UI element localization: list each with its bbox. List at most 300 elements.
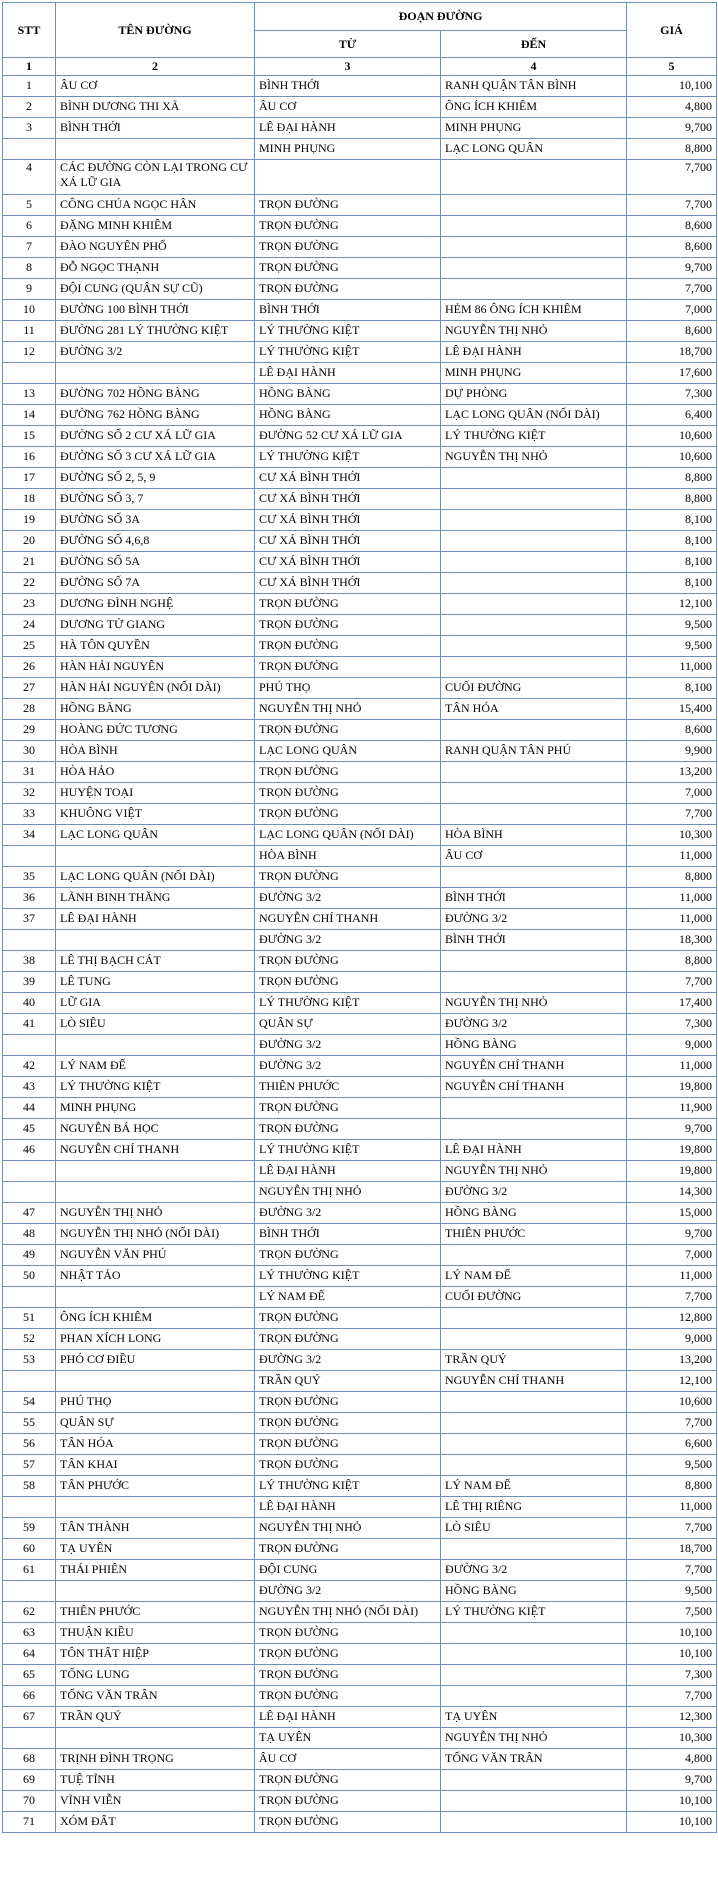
cell-tu: HỒNG BÀNG	[255, 405, 441, 426]
cell-ten-duong: LÊ ĐẠI HÀNH	[56, 909, 255, 930]
cell-ten-duong: ĐƯỜNG SỐ 5A	[56, 552, 255, 573]
cell-den	[441, 258, 627, 279]
cell-den: DỰ PHÒNG	[441, 384, 627, 405]
cell-den: BÌNH THỚI	[441, 888, 627, 909]
cell-tu: ĐƯỜNG 3/2	[255, 1581, 441, 1602]
cell-ten-duong: NGUYỄN CHÍ THANH	[56, 1140, 255, 1161]
table-row	[3, 1791, 717, 1812]
table-row	[3, 1371, 717, 1392]
cell-ten-duong	[56, 363, 255, 384]
cell-stt: 52	[3, 1329, 56, 1350]
cell-den	[441, 1308, 627, 1329]
cell-tu: ĐƯỜNG 3/2	[255, 888, 441, 909]
cell-stt: 11	[3, 321, 56, 342]
cell-ten-duong: TÂN KHAI	[56, 1455, 255, 1476]
cell-stt: 5	[3, 195, 56, 216]
cell-den	[441, 720, 627, 741]
cell-tu: LÝ THƯỜNG KIỆT	[255, 447, 441, 468]
table-row	[3, 1203, 717, 1224]
cell-stt: 35	[3, 867, 56, 888]
cell-den: MINH PHỤNG	[441, 118, 627, 139]
table-row	[3, 951, 717, 972]
cell-den	[441, 1413, 627, 1434]
cell-den	[441, 1791, 627, 1812]
table-row	[3, 1644, 717, 1665]
cell-stt: 20	[3, 531, 56, 552]
cell-tu: LÝ THƯỜNG KIỆT	[255, 1476, 441, 1497]
cell-stt: 67	[3, 1707, 56, 1728]
cell-stt: 50	[3, 1266, 56, 1287]
table-row	[3, 447, 717, 468]
cell-gia: 10,600	[627, 1392, 717, 1413]
cell-gia: 9,500	[627, 1581, 717, 1602]
cell-den: TỐNG VĂN TRÂN	[441, 1749, 627, 1770]
table-row	[3, 993, 717, 1014]
cell-den	[441, 1245, 627, 1266]
cell-gia: 7,000	[627, 1245, 717, 1266]
cell-ten-duong: ĐƯỜNG SỐ 3 CƯ XÁ LỮ GIA	[56, 447, 255, 468]
cell-den: HẺM 86 ÔNG ÍCH KHIÊM	[441, 300, 627, 321]
cell-tu: TRỌN ĐƯỜNG	[255, 1245, 441, 1266]
cell-gia: 8,100	[627, 510, 717, 531]
cell-gia: 7,700	[627, 1518, 717, 1539]
cell-stt: 44	[3, 1098, 56, 1119]
table-row	[3, 1560, 717, 1581]
cell-gia: 18,700	[627, 342, 717, 363]
cell-den	[441, 216, 627, 237]
table-row	[3, 1686, 717, 1707]
cell-gia: 7,700	[627, 195, 717, 216]
cell-tu: TRỌN ĐƯỜNG	[255, 279, 441, 300]
cell-tu: TRỌN ĐƯỜNG	[255, 720, 441, 741]
cell-gia: 10,100	[627, 1791, 717, 1812]
cell-tu: ĐƯỜNG 3/2	[255, 1056, 441, 1077]
cell-gia: 8,800	[627, 489, 717, 510]
cell-stt	[3, 1182, 56, 1203]
cell-tu: THIÊN PHƯỚC	[255, 1077, 441, 1098]
cell-den: LÝ THƯỜNG KIỆT	[441, 426, 627, 447]
cell-gia: 8,100	[627, 552, 717, 573]
cell-stt: 65	[3, 1665, 56, 1686]
cell-gia: 9,700	[627, 1119, 717, 1140]
cell-gia: 9,900	[627, 741, 717, 762]
cell-den	[441, 1455, 627, 1476]
cell-den: NGUYỄN CHÍ THANH	[441, 1371, 627, 1392]
cell-tu: BÌNH THỚI	[255, 300, 441, 321]
cell-ten-duong: TẠ UYÊN	[56, 1539, 255, 1560]
cell-gia: 13,200	[627, 762, 717, 783]
cell-ten-duong: TRẦN QUÝ	[56, 1707, 255, 1728]
cell-tu: LÊ ĐẠI HÀNH	[255, 1707, 441, 1728]
cell-den	[441, 279, 627, 300]
cell-den	[441, 237, 627, 258]
table-row	[3, 594, 717, 615]
cell-ten-duong	[56, 1728, 255, 1749]
cell-ten-duong: ĐẶNG MINH KHIÊM	[56, 216, 255, 237]
table-row	[3, 1413, 717, 1434]
cell-den: NGUYỄN THỊ NHỎ	[441, 1728, 627, 1749]
cell-stt: 12	[3, 342, 56, 363]
cell-tu: LÊ ĐẠI HÀNH	[255, 118, 441, 139]
table-row	[3, 1539, 717, 1560]
cell-gia: 7,700	[627, 1686, 717, 1707]
table-row	[3, 237, 717, 258]
cell-gia: 7,700	[627, 1287, 717, 1308]
cell-gia: 12,300	[627, 1707, 717, 1728]
cell-den	[441, 489, 627, 510]
cell-stt: 1	[3, 76, 56, 97]
table-row	[3, 1392, 717, 1413]
table-row	[3, 468, 717, 489]
cell-gia: 17,400	[627, 993, 717, 1014]
cell-gia: 6,600	[627, 1434, 717, 1455]
cell-stt: 31	[3, 762, 56, 783]
cell-tu	[255, 160, 441, 195]
cell-stt: 64	[3, 1644, 56, 1665]
cell-gia: 10,300	[627, 1728, 717, 1749]
cell-den	[441, 1686, 627, 1707]
cell-stt: 68	[3, 1749, 56, 1770]
cell-ten-duong: BÌNH DƯƠNG THI XÃ	[56, 97, 255, 118]
cell-tu: LÊ ĐẠI HÀNH	[255, 1161, 441, 1182]
cell-gia: 9,700	[627, 118, 717, 139]
cell-stt	[3, 846, 56, 867]
cell-den	[441, 972, 627, 993]
cell-gia: 10,300	[627, 825, 717, 846]
cell-ten-duong	[56, 1035, 255, 1056]
cell-ten-duong: ĐƯỜNG SỐ 7A	[56, 573, 255, 594]
cell-tu: QUÂN SỰ	[255, 1014, 441, 1035]
cell-ten-duong: ĐƯỜNG 762 HỒNG BÀNG	[56, 405, 255, 426]
cell-ten-duong: ĐƯỜNG SỐ 2, 5, 9	[56, 468, 255, 489]
col-number-2: 2	[56, 58, 255, 76]
cell-tu: TRỌN ĐƯỜNG	[255, 972, 441, 993]
col-number-1: 1	[3, 58, 56, 76]
cell-gia: 9,700	[627, 1770, 717, 1791]
cell-tu: TRỌN ĐƯỜNG	[255, 951, 441, 972]
cell-tu: LÊ ĐẠI HÀNH	[255, 363, 441, 384]
cell-gia: 4,800	[627, 1749, 717, 1770]
cell-ten-duong: TỐNG VĂN TRÂN	[56, 1686, 255, 1707]
cell-gia: 10,100	[627, 76, 717, 97]
cell-gia: 11,000	[627, 846, 717, 867]
cell-ten-duong: HÀN HẢI NGUYÊN	[56, 657, 255, 678]
cell-tu: TRỌN ĐƯỜNG	[255, 1119, 441, 1140]
col-number-3: 3	[255, 58, 441, 76]
cell-den	[441, 195, 627, 216]
cell-den	[441, 1119, 627, 1140]
cell-ten-duong: TÂN THÀNH	[56, 1518, 255, 1539]
table-row	[3, 1749, 717, 1770]
cell-stt: 19	[3, 510, 56, 531]
cell-tu: LÝ THƯỜNG KIỆT	[255, 993, 441, 1014]
cell-den	[441, 1623, 627, 1644]
cell-stt: 51	[3, 1308, 56, 1329]
cell-stt: 26	[3, 657, 56, 678]
cell-ten-duong: ĐƯỜNG 100 BÌNH THỚI	[56, 300, 255, 321]
cell-gia: 9,500	[627, 615, 717, 636]
table-row	[3, 1014, 717, 1035]
table-header	[3, 3, 717, 76]
cell-ten-duong: PHAN XÍCH LONG	[56, 1329, 255, 1350]
cell-ten-duong: BÌNH THỚI	[56, 118, 255, 139]
cell-den: LÒ SIÊU	[441, 1518, 627, 1539]
cell-tu: HÒA BÌNH	[255, 846, 441, 867]
table-row	[3, 804, 717, 825]
header-ten-duong: TÊN ĐƯỜNG	[56, 3, 255, 58]
cell-stt: 53	[3, 1350, 56, 1371]
cell-stt	[3, 1287, 56, 1308]
table-row	[3, 1350, 717, 1371]
cell-den: MINH PHỤNG	[441, 363, 627, 384]
table-row	[3, 405, 717, 426]
table-row	[3, 300, 717, 321]
cell-gia: 19,800	[627, 1077, 717, 1098]
cell-tu: TRỌN ĐƯỜNG	[255, 867, 441, 888]
cell-ten-duong: ĐƯỜNG SỐ 2 CƯ XÁ LỮ GIA	[56, 426, 255, 447]
table-row	[3, 1455, 717, 1476]
cell-stt: 36	[3, 888, 56, 909]
cell-gia: 6,400	[627, 405, 717, 426]
cell-ten-duong: KHUÔNG VIỆT	[56, 804, 255, 825]
cell-den	[441, 615, 627, 636]
cell-stt: 28	[3, 699, 56, 720]
cell-ten-duong: HỒNG BÀNG	[56, 699, 255, 720]
cell-tu: TRỌN ĐƯỜNG	[255, 1686, 441, 1707]
table-row	[3, 762, 717, 783]
table-row	[3, 1581, 717, 1602]
cell-tu: TRỌN ĐƯỜNG	[255, 1770, 441, 1791]
table-row	[3, 160, 717, 195]
table-row	[3, 426, 717, 447]
cell-tu: BÌNH THỚI	[255, 1224, 441, 1245]
cell-den	[441, 552, 627, 573]
cell-gia: 8,600	[627, 216, 717, 237]
cell-den: LÊ ĐẠI HÀNH	[441, 342, 627, 363]
cell-tu: TRỌN ĐƯỜNG	[255, 237, 441, 258]
cell-tu: TRỌN ĐƯỜNG	[255, 783, 441, 804]
cell-ten-duong: NHẬT TẢO	[56, 1266, 255, 1287]
table-row	[3, 972, 717, 993]
cell-den: RANH QUẬN TÂN BÌNH	[441, 76, 627, 97]
cell-tu: TRỌN ĐƯỜNG	[255, 1308, 441, 1329]
cell-den	[441, 160, 627, 195]
cell-tu: TRỌN ĐƯỜNG	[255, 804, 441, 825]
cell-gia: 7,700	[627, 804, 717, 825]
cell-ten-duong: LẠC LONG QUÂN	[56, 825, 255, 846]
cell-ten-duong: ÔNG ÍCH KHIÊM	[56, 1308, 255, 1329]
cell-tu: ÂU CƠ	[255, 1749, 441, 1770]
cell-den: NGUYỄN CHÍ THANH	[441, 1077, 627, 1098]
table-row	[3, 552, 717, 573]
cell-stt: 42	[3, 1056, 56, 1077]
cell-stt: 23	[3, 594, 56, 615]
cell-den	[441, 510, 627, 531]
cell-gia: 9,000	[627, 1329, 717, 1350]
cell-stt: 25	[3, 636, 56, 657]
cell-den	[441, 1812, 627, 1833]
cell-ten-duong: XÓM ĐẤT	[56, 1812, 255, 1833]
header-stt: STT	[3, 3, 56, 58]
cell-tu: CƯ XÁ BÌNH THỚI	[255, 510, 441, 531]
cell-ten-duong: TÂN PHƯỚC	[56, 1476, 255, 1497]
cell-gia: 18,300	[627, 930, 717, 951]
cell-stt: 48	[3, 1224, 56, 1245]
table-row	[3, 636, 717, 657]
header-gia: GIÁ	[627, 3, 717, 58]
cell-ten-duong	[56, 1371, 255, 1392]
cell-gia: 12,800	[627, 1308, 717, 1329]
cell-stt: 59	[3, 1518, 56, 1539]
cell-tu: MINH PHỤNG	[255, 139, 441, 160]
table-row	[3, 1035, 717, 1056]
cell-tu: TRỌN ĐƯỜNG	[255, 1644, 441, 1665]
cell-stt	[3, 1161, 56, 1182]
cell-ten-duong	[56, 846, 255, 867]
cell-gia: 19,800	[627, 1140, 717, 1161]
cell-den	[441, 1329, 627, 1350]
cell-den	[441, 1770, 627, 1791]
cell-gia: 7,500	[627, 1602, 717, 1623]
cell-stt	[3, 1035, 56, 1056]
cell-gia: 8,800	[627, 867, 717, 888]
cell-stt: 14	[3, 405, 56, 426]
table-row	[3, 1140, 717, 1161]
cell-den	[441, 1644, 627, 1665]
cell-ten-duong: ĐƯỜNG SỐ 4,6,8	[56, 531, 255, 552]
cell-stt: 18	[3, 489, 56, 510]
cell-den	[441, 867, 627, 888]
cell-stt: 62	[3, 1602, 56, 1623]
cell-ten-duong: VĨNH VIỄN	[56, 1791, 255, 1812]
cell-ten-duong: ĐỖ NGỌC THẠNH	[56, 258, 255, 279]
table-row	[3, 1812, 717, 1833]
cell-ten-duong: TÂN HÓA	[56, 1434, 255, 1455]
cell-ten-duong: PHÓ CƠ ĐIỀU	[56, 1350, 255, 1371]
table-row	[3, 510, 717, 531]
cell-tu: LÝ THƯỜNG KIỆT	[255, 1266, 441, 1287]
cell-den: BÌNH THỚI	[441, 930, 627, 951]
cell-ten-duong: NGUYỄN BÁ HỌC	[56, 1119, 255, 1140]
cell-gia: 17,600	[627, 363, 717, 384]
table-row	[3, 1770, 717, 1791]
table-row	[3, 909, 717, 930]
cell-stt: 29	[3, 720, 56, 741]
cell-tu: TRỌN ĐƯỜNG	[255, 1392, 441, 1413]
cell-den: LẠC LONG QUÂN (NỐI DÀI)	[441, 405, 627, 426]
cell-tu: TRỌN ĐƯỜNG	[255, 1455, 441, 1476]
cell-gia: 15,000	[627, 1203, 717, 1224]
cell-gia: 12,100	[627, 1371, 717, 1392]
cell-gia: 9,000	[627, 1035, 717, 1056]
cell-stt: 46	[3, 1140, 56, 1161]
cell-ten-duong	[56, 930, 255, 951]
cell-tu: TRỌN ĐƯỜNG	[255, 615, 441, 636]
cell-tu: TRỌN ĐƯỜNG	[255, 1539, 441, 1560]
cell-stt	[3, 1371, 56, 1392]
cell-den: LẠC LONG QUÂN	[441, 139, 627, 160]
table-row	[3, 1098, 717, 1119]
table-row	[3, 1329, 717, 1350]
cell-gia: 10,100	[627, 1644, 717, 1665]
cell-stt: 63	[3, 1623, 56, 1644]
cell-stt: 61	[3, 1560, 56, 1581]
cell-tu: TRỌN ĐƯỜNG	[255, 216, 441, 237]
cell-den: TÂN HÓA	[441, 699, 627, 720]
cell-gia: 9,500	[627, 636, 717, 657]
cell-gia: 7,700	[627, 279, 717, 300]
cell-stt: 40	[3, 993, 56, 1014]
cell-den: CUỐI ĐƯỜNG	[441, 1287, 627, 1308]
cell-ten-duong: LÊ TUNG	[56, 972, 255, 993]
cell-stt: 15	[3, 426, 56, 447]
table-row	[3, 1476, 717, 1497]
cell-ten-duong: ĐỘI CUNG (QUÂN SỰ CŨ)	[56, 279, 255, 300]
cell-gia: 11,000	[627, 909, 717, 930]
cell-stt: 3	[3, 118, 56, 139]
table-row	[3, 76, 717, 97]
cell-den: TẠ UYÊN	[441, 1707, 627, 1728]
cell-ten-duong: ÂU CƠ	[56, 76, 255, 97]
cell-stt: 16	[3, 447, 56, 468]
cell-stt: 69	[3, 1770, 56, 1791]
cell-tu: LẠC LONG QUÂN (NỐI DÀI)	[255, 825, 441, 846]
cell-ten-duong: ĐƯỜNG 3/2	[56, 342, 255, 363]
header-den: ĐẾN	[441, 31, 627, 58]
cell-den: ĐƯỜNG 3/2	[441, 909, 627, 930]
cell-ten-duong: HÀN HẢI NGUYÊN (NỐI DÀI)	[56, 678, 255, 699]
cell-tu: CƯ XÁ BÌNH THỚI	[255, 468, 441, 489]
cell-den: TRẦN QUÝ	[441, 1350, 627, 1371]
cell-stt: 34	[3, 825, 56, 846]
cell-ten-duong: THIÊN PHƯỚC	[56, 1602, 255, 1623]
cell-den	[441, 951, 627, 972]
cell-gia: 10,100	[627, 1812, 717, 1833]
cell-tu: TẠ UYÊN	[255, 1728, 441, 1749]
cell-tu: TRỌN ĐƯỜNG	[255, 195, 441, 216]
price-table	[2, 2, 717, 1833]
cell-tu: LÝ THƯỜNG KIỆT	[255, 342, 441, 363]
cell-tu: CƯ XÁ BÌNH THỚI	[255, 489, 441, 510]
table-row	[3, 1182, 717, 1203]
cell-stt: 55	[3, 1413, 56, 1434]
cell-gia: 8,800	[627, 951, 717, 972]
cell-den	[441, 657, 627, 678]
cell-tu: TRỌN ĐƯỜNG	[255, 1098, 441, 1119]
cell-den: HỒNG BÀNG	[441, 1035, 627, 1056]
table-row	[3, 741, 717, 762]
table-row	[3, 258, 717, 279]
cell-ten-duong: LÝ NAM ĐẾ	[56, 1056, 255, 1077]
table-body	[3, 76, 717, 1833]
cell-stt: 38	[3, 951, 56, 972]
cell-den: HỒNG BÀNG	[441, 1581, 627, 1602]
cell-gia: 10,100	[627, 1623, 717, 1644]
cell-gia: 9,700	[627, 258, 717, 279]
cell-ten-duong	[56, 1287, 255, 1308]
cell-ten-duong: LÃNH BINH THĂNG	[56, 888, 255, 909]
cell-ten-duong	[56, 1161, 255, 1182]
cell-ten-duong: LỮ GIA	[56, 993, 255, 1014]
cell-den: ÂU CƠ	[441, 846, 627, 867]
cell-den	[441, 762, 627, 783]
cell-tu: PHÚ THỌ	[255, 678, 441, 699]
cell-ten-duong: NGUYỄN VĂN PHÚ	[56, 1245, 255, 1266]
table-row	[3, 720, 717, 741]
cell-gia: 8,100	[627, 678, 717, 699]
cell-tu: ĐƯỜNG 3/2	[255, 1035, 441, 1056]
table-row	[3, 279, 717, 300]
